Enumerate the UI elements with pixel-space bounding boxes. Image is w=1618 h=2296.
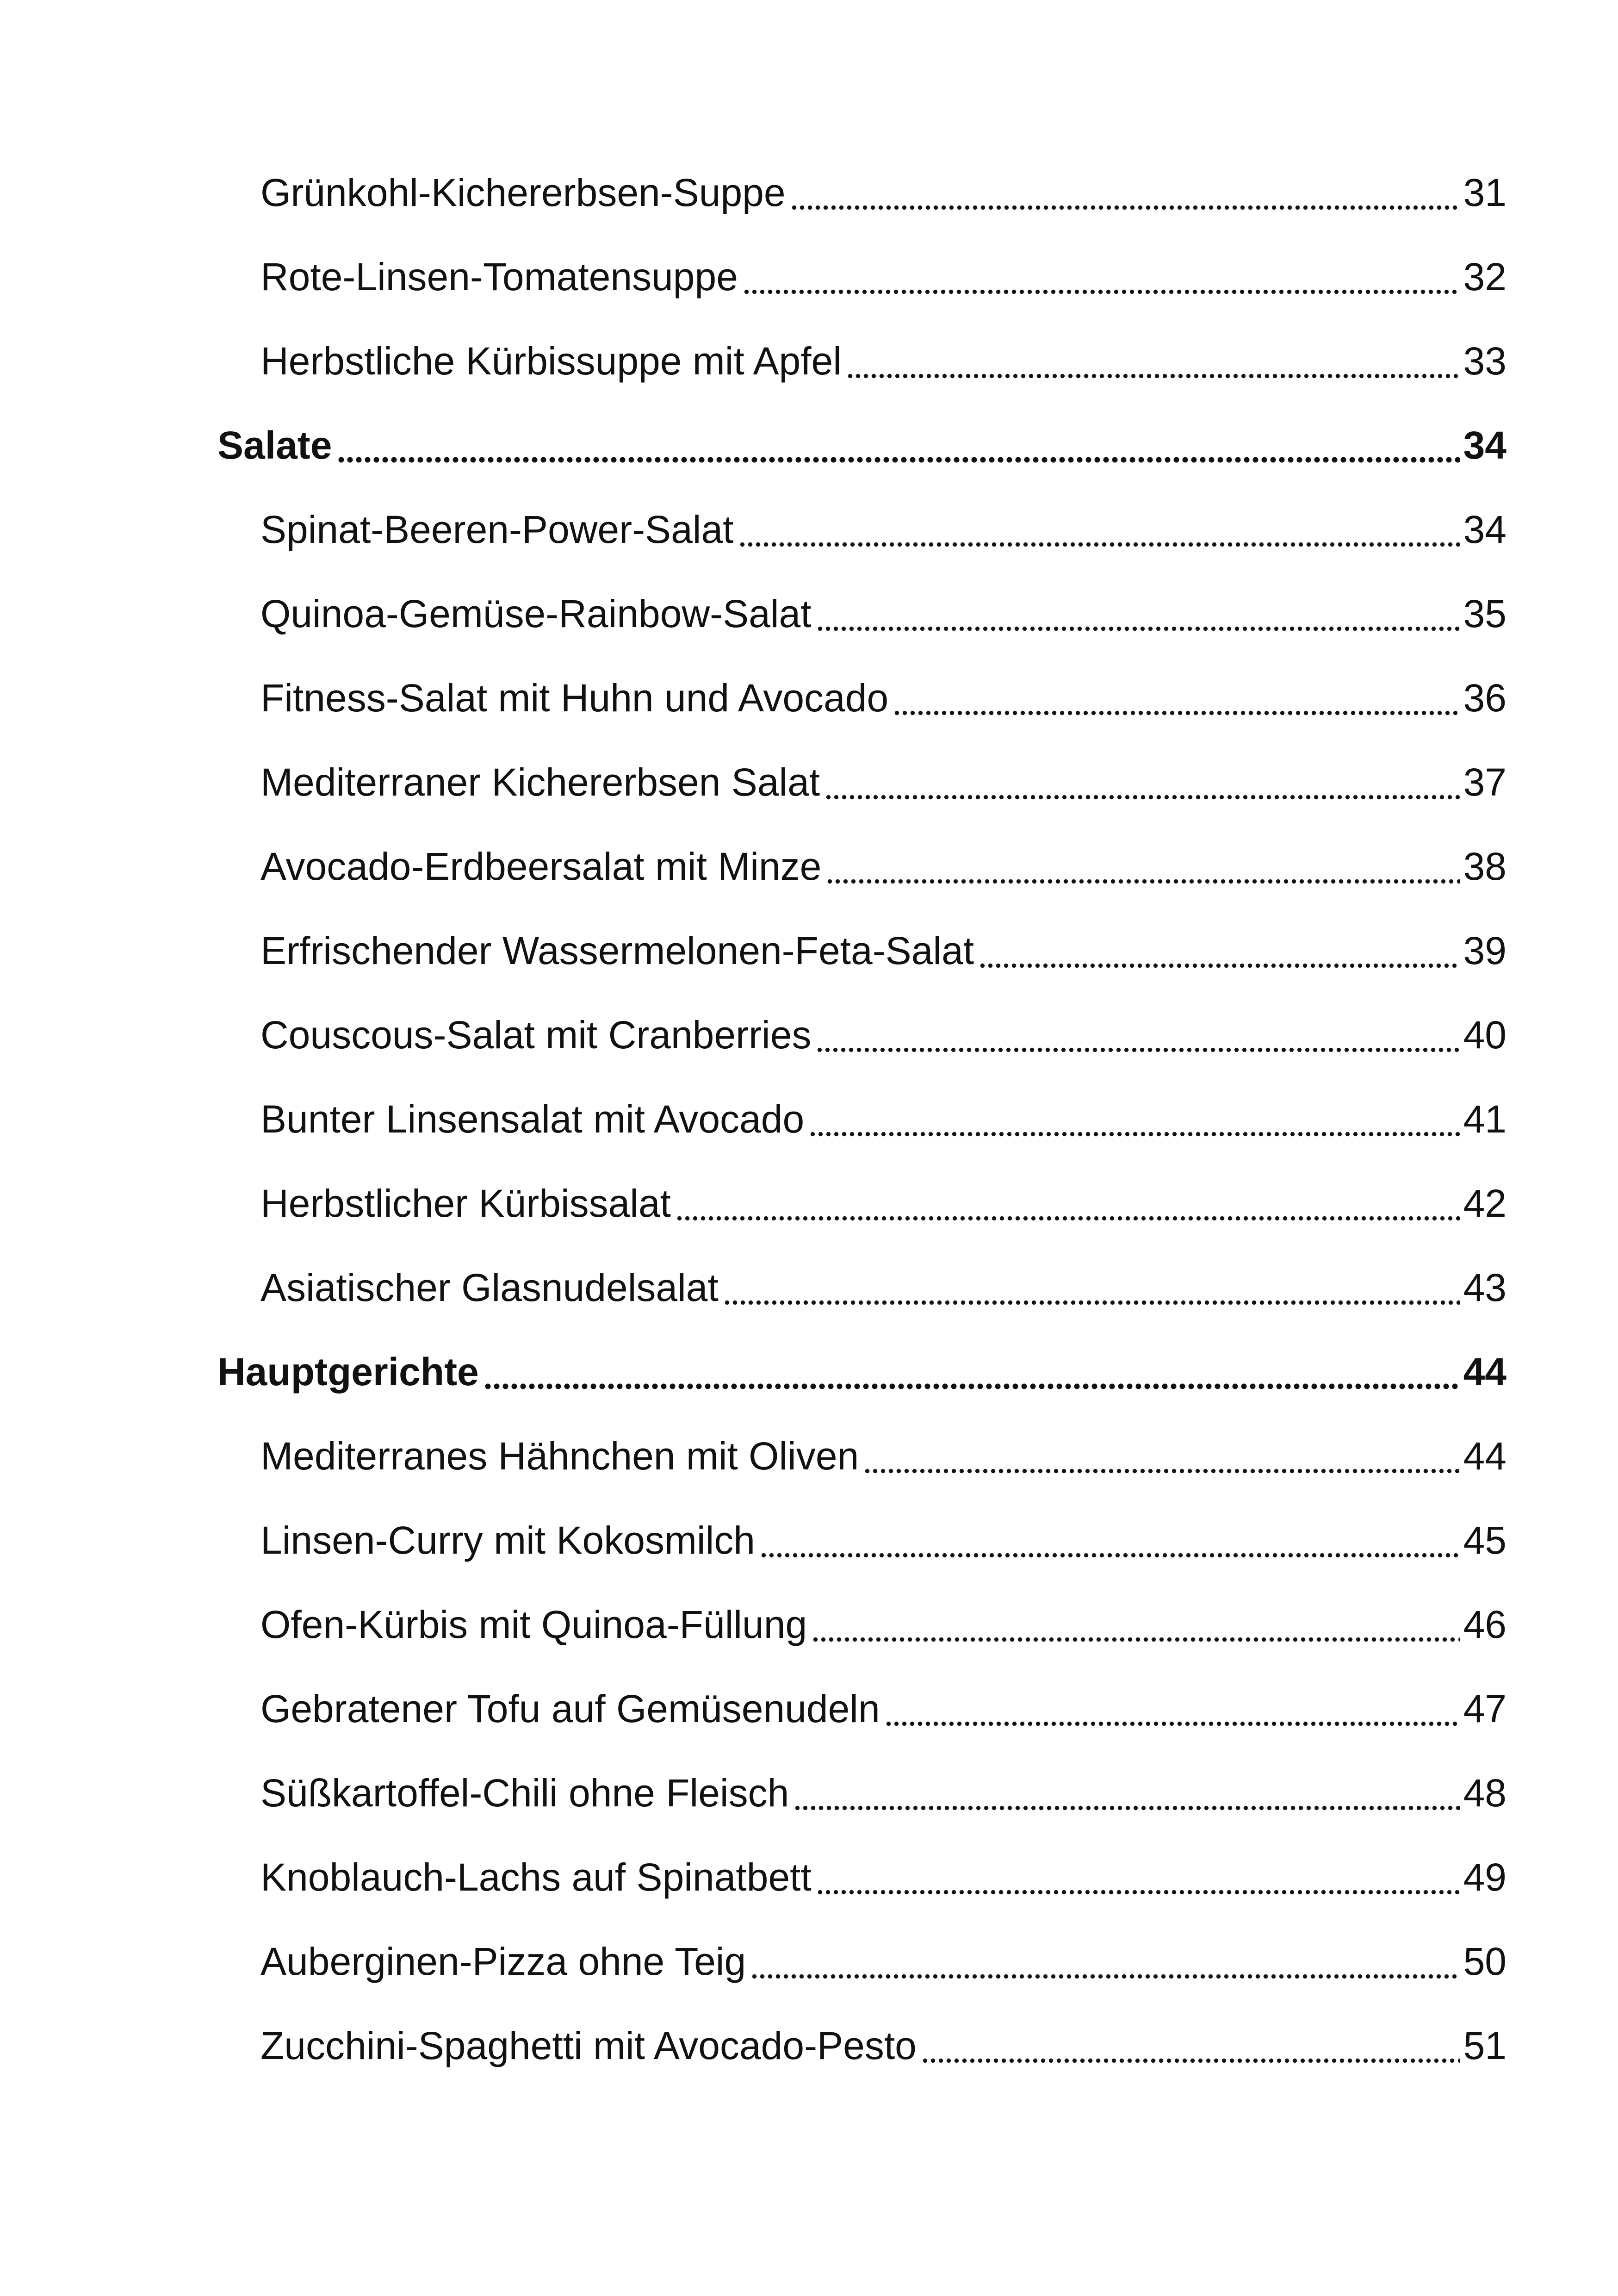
toc-dot-leader bbox=[812, 1605, 1459, 1644]
toc-entry-title: Spinat-Beeren-Power-Salat bbox=[260, 508, 734, 551]
toc-entry bbox=[217, 572, 1506, 656]
toc-page-number: 31 bbox=[1463, 171, 1506, 214]
table-of-contents bbox=[217, 150, 1506, 2088]
toc-entry bbox=[217, 1161, 1506, 1245]
toc-entry-title: Fitness-Salat mit Huhn und Avocado bbox=[260, 676, 889, 720]
toc-page-number: 51 bbox=[1463, 2024, 1506, 2067]
toc-entry-title: Erfrischender Wassermelonen-Feta-Salat bbox=[260, 929, 974, 972]
toc-page-number: 33 bbox=[1463, 339, 1506, 383]
toc-entry-title: Rote-Linsen-Tomatensuppe bbox=[260, 255, 738, 299]
toc-entry-title: Couscous-Salat mit Cranberries bbox=[260, 1013, 812, 1057]
toc-page-number: 34 bbox=[1463, 508, 1506, 551]
toc-dot-leader bbox=[738, 510, 1460, 549]
toc-section-title: Hauptgerichte bbox=[217, 1350, 479, 1394]
toc-section-entry bbox=[217, 1330, 1506, 1414]
toc-entry bbox=[217, 1919, 1506, 2004]
toc-entry bbox=[217, 1077, 1506, 1161]
toc-page-number: 35 bbox=[1463, 592, 1506, 635]
toc-page-number: 48 bbox=[1463, 1771, 1506, 1815]
toc-entry bbox=[217, 1667, 1506, 1751]
toc-entry-title: Mediterraner Kichererbsen Salat bbox=[260, 760, 820, 804]
toc-dot-leader bbox=[816, 1015, 1459, 1054]
toc-entry-title: Süßkartoffel-Chili ohne Fleisch bbox=[260, 1771, 789, 1815]
toc-dot-leader bbox=[921, 2026, 1460, 2065]
toc-section-title: Salate bbox=[217, 423, 332, 467]
toc-dot-leader bbox=[809, 1100, 1459, 1139]
toc-dot-leader bbox=[790, 173, 1460, 212]
toc-dot-leader bbox=[760, 1521, 1460, 1560]
toc-entry bbox=[217, 993, 1506, 1077]
toc-dot-leader bbox=[824, 763, 1459, 802]
toc-dot-leader bbox=[826, 847, 1459, 886]
toc-entry bbox=[217, 319, 1506, 403]
toc-entry-title: Herbstliche Kürbissuppe mit Apfel bbox=[260, 339, 842, 383]
toc-entry-title: Mediterranes Hähnchen mit Oliven bbox=[260, 1434, 859, 1478]
toc-page-number: 39 bbox=[1463, 929, 1506, 972]
toc-entry bbox=[217, 2004, 1506, 2088]
toc-dot-leader bbox=[743, 257, 1460, 296]
toc-dot-leader bbox=[863, 1437, 1459, 1475]
toc-page-number: 36 bbox=[1463, 676, 1506, 720]
toc-entry-title: Quinoa-Gemüse-Rainbow-Salat bbox=[260, 592, 812, 635]
toc-section-entry bbox=[217, 403, 1506, 487]
toc-entry bbox=[217, 1245, 1506, 1330]
toc-entry bbox=[217, 656, 1506, 740]
toc-dot-leader bbox=[723, 1268, 1460, 1307]
toc-page-number: 43 bbox=[1463, 1266, 1506, 1309]
toc-page-number: 46 bbox=[1463, 1603, 1506, 1646]
toc-entry bbox=[217, 1835, 1506, 1919]
toc-dot-leader bbox=[676, 1184, 1460, 1223]
toc-page-number: 45 bbox=[1463, 1518, 1506, 1562]
toc-entry-title: Avocado-Erdbeersalat mit Minze bbox=[260, 845, 822, 888]
toc-dot-leader bbox=[750, 1942, 1459, 1981]
toc-dot-leader bbox=[816, 594, 1460, 633]
toc-dot-leader bbox=[979, 931, 1459, 970]
toc-dot-leader bbox=[337, 426, 1460, 465]
toc-entry-title: Gebratener Tofu auf Gemüsenudeln bbox=[260, 1687, 880, 1730]
toc-dot-leader bbox=[816, 1858, 1460, 1897]
toc-entry-title: Herbstlicher Kürbissalat bbox=[260, 1182, 671, 1225]
toc-entry bbox=[217, 150, 1506, 235]
toc-page-number: 47 bbox=[1463, 1687, 1506, 1730]
toc-page-number: 34 bbox=[1463, 423, 1506, 467]
toc-dot-leader bbox=[794, 1773, 1459, 1812]
toc-entry-title: Linsen-Curry mit Kokosmilch bbox=[260, 1518, 755, 1562]
toc-entry bbox=[217, 1414, 1506, 1498]
toc-page-number: 42 bbox=[1463, 1182, 1506, 1225]
toc-entry bbox=[217, 824, 1506, 908]
toc-page-number: 50 bbox=[1463, 1940, 1506, 1983]
toc-entry bbox=[217, 235, 1506, 319]
toc-entry-title: Bunter Linsensalat mit Avocado bbox=[260, 1097, 805, 1141]
toc-entry bbox=[217, 740, 1506, 824]
toc-page-number: 49 bbox=[1463, 1855, 1506, 1899]
toc-entry bbox=[217, 1498, 1506, 1582]
toc-dot-leader bbox=[893, 678, 1459, 717]
toc-dot-leader bbox=[846, 342, 1460, 380]
toc-page-number: 37 bbox=[1463, 760, 1506, 804]
toc-entry bbox=[217, 487, 1506, 572]
toc-entry-title: Auberginen-Pizza ohne Teig bbox=[260, 1940, 746, 1983]
toc-dot-leader bbox=[885, 1689, 1460, 1728]
toc-page-number: 41 bbox=[1463, 1097, 1506, 1141]
toc-entry bbox=[217, 1582, 1506, 1667]
toc-entry-title: Grünkohl-Kichererbsen-Suppe bbox=[260, 171, 786, 214]
toc-page-number: 44 bbox=[1463, 1350, 1506, 1394]
toc-entry bbox=[217, 1751, 1506, 1835]
toc-page-number: 32 bbox=[1463, 255, 1506, 299]
toc-entry-title: Ofen-Kürbis mit Quinoa-Füllung bbox=[260, 1603, 807, 1646]
toc-entry-title: Knoblauch-Lachs auf Spinatbett bbox=[260, 1855, 812, 1899]
toc-dot-leader bbox=[484, 1352, 1460, 1391]
toc-page-number: 40 bbox=[1463, 1013, 1506, 1057]
toc-page-number: 44 bbox=[1463, 1434, 1506, 1478]
toc-page-number: 38 bbox=[1463, 845, 1506, 888]
toc-entry-title: Zucchini-Spaghetti mit Avocado-Pesto bbox=[260, 2024, 917, 2067]
toc-entry-title: Asiatischer Glasnudelsalat bbox=[260, 1266, 719, 1309]
toc-entry bbox=[217, 908, 1506, 993]
